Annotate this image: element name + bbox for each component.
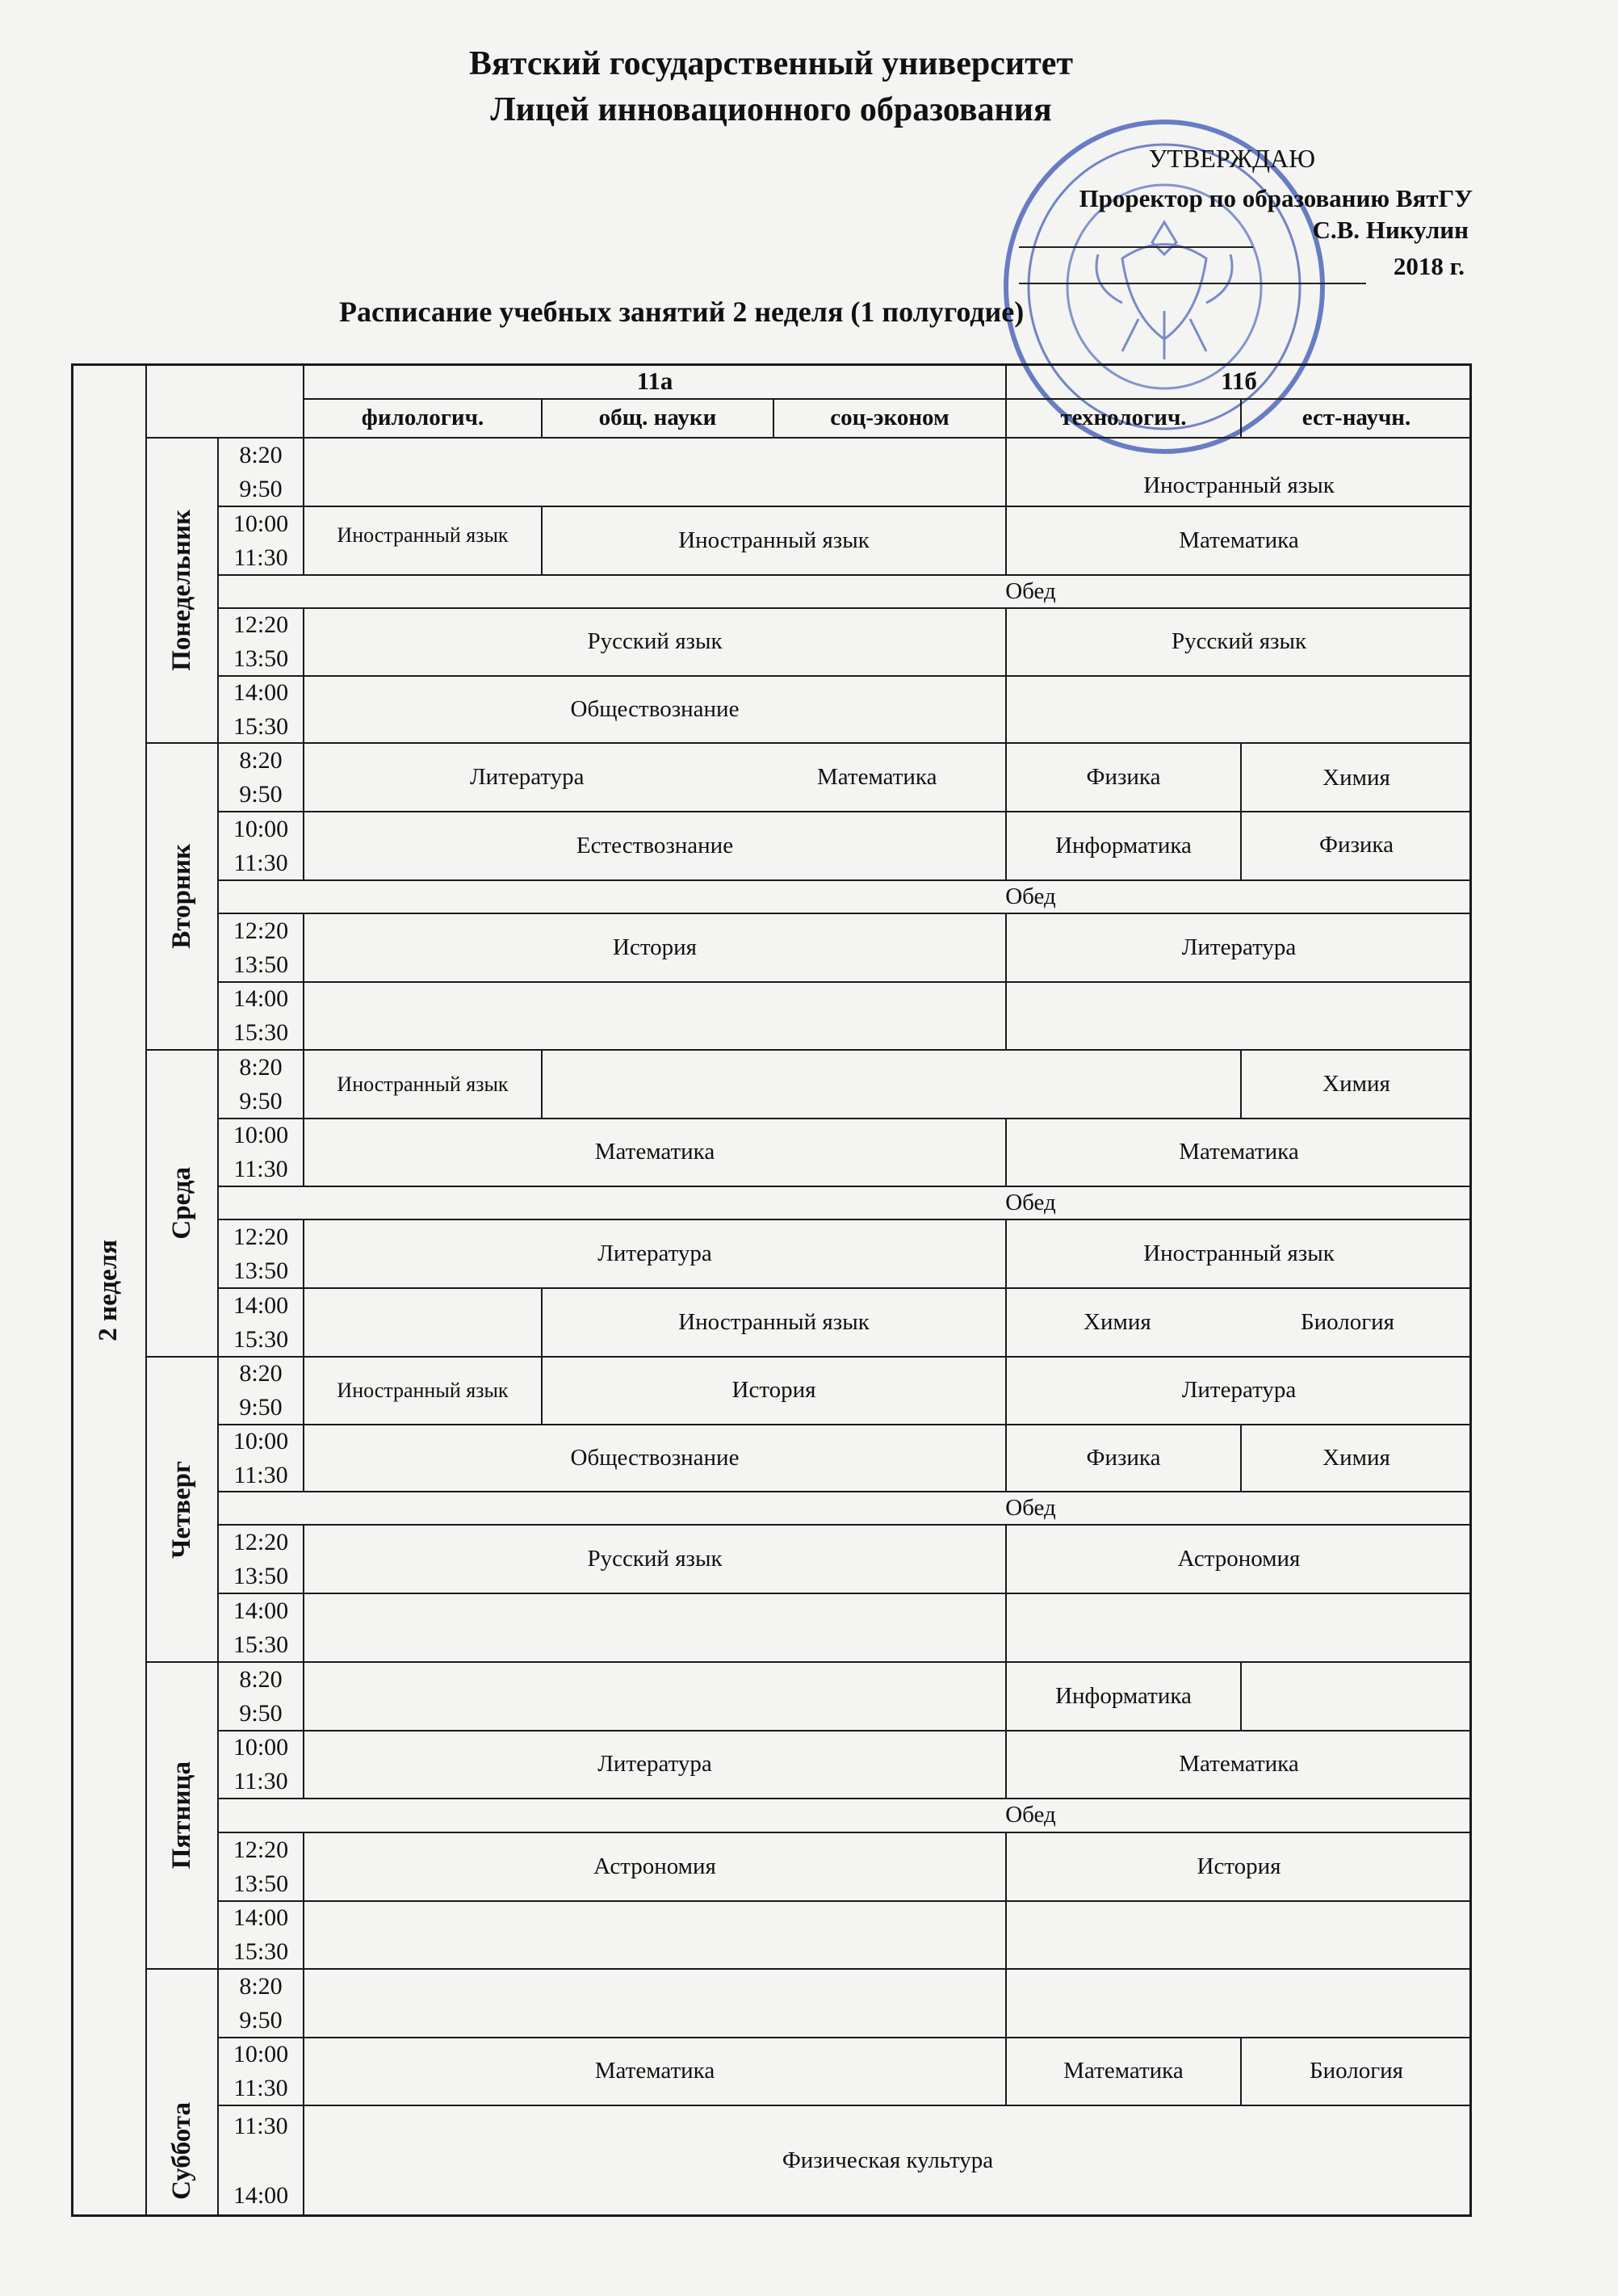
lesson: Химия <box>1241 743 1472 812</box>
time-slot: 10:00 11:30 <box>218 506 304 575</box>
week-label-cell <box>71 363 146 2217</box>
day-monday: Понедельник <box>146 438 218 743</box>
day-saturday: Суббота <box>146 1969 218 2217</box>
header-corner <box>146 363 304 438</box>
lesson: Математика <box>1006 2038 1241 2105</box>
week-label: 2 неделя <box>93 1239 123 1341</box>
lesson: Иностранный язык <box>1006 1219 1472 1288</box>
profile-socio-economic: соц-эконом <box>773 399 1006 438</box>
lesson: Физика <box>1006 1425 1241 1492</box>
lesson: Литература <box>304 1731 1006 1799</box>
schedule-title: Расписание учебных занятий 2 неделя (1 полугодие) <box>339 296 1025 328</box>
lesson: Математика <box>304 1119 1006 1186</box>
lesson: Химия <box>1084 1308 1151 1335</box>
time-slot: 10:00 11:30 <box>218 1731 304 1799</box>
lesson-pair <box>1006 1288 1472 1357</box>
lesson-empty <box>304 982 1006 1050</box>
lesson: Информатика <box>1006 1662 1241 1731</box>
lesson: Иностранный язык <box>542 1288 1006 1357</box>
lesson-empty <box>304 1901 1006 1969</box>
approver-position: Проректор по образованию ВятГУ <box>1079 184 1473 212</box>
approval-year: 2018 г. <box>1393 252 1465 280</box>
day-tuesday: Вторник <box>146 743 218 1050</box>
lesson-pe: Физическая культура <box>304 2105 1472 2217</box>
lesson: История <box>542 1357 1006 1425</box>
time-slot: 8:20 9:50 <box>218 1357 304 1425</box>
time-slot: 12:20 13:50 <box>218 913 304 982</box>
day-thursday: Четверг <box>146 1357 218 1662</box>
lesson-empty <box>1006 676 1472 743</box>
lunch-break: Обед <box>218 880 1472 913</box>
lesson: Литература <box>304 1219 1006 1288</box>
time-slot: 14:00 15:30 <box>218 1288 304 1357</box>
profile-natural-science: ест-научн. <box>1241 399 1472 438</box>
profile-social-sciences: общ. науки <box>542 399 773 438</box>
lesson-pair <box>304 743 1006 812</box>
time-slot: 14:00 15:30 <box>218 1593 304 1662</box>
time-slot: 12:20 13:50 <box>218 1219 304 1288</box>
lesson: Математика <box>1006 1731 1472 1799</box>
time-slot: 8:20 9:50 <box>218 1050 304 1119</box>
profile-philology: филологич. <box>304 399 542 438</box>
lesson: Химия <box>1241 1425 1472 1492</box>
lesson: Физика <box>1241 812 1472 880</box>
lesson: Литература <box>470 763 585 790</box>
time-slot: 8:20 9:50 <box>218 1969 304 2038</box>
lesson: Физика <box>1006 743 1241 812</box>
approver-name: С.В. Никулин <box>1312 216 1469 244</box>
lesson-empty <box>304 438 1006 506</box>
lesson: Обществознание <box>304 1425 1006 1492</box>
lesson: Математика <box>304 2038 1006 2105</box>
lyceum-title: Лицей инновационного образования <box>490 91 1052 128</box>
lesson: История <box>1006 1832 1472 1901</box>
lesson: Естествознание <box>304 812 1006 880</box>
lesson: Иностранный язык <box>304 1050 542 1119</box>
time-slot: 12:20 13:50 <box>218 1832 304 1901</box>
lesson: Биология <box>1301 1308 1395 1335</box>
lesson-empty <box>304 1969 1006 2038</box>
lunch-break: Обед <box>218 1799 1472 1832</box>
time-slot: 10:00 11:30 <box>218 1425 304 1492</box>
time-slot: 8:20 9:50 <box>218 438 304 506</box>
time-slot: 8:20 9:50 <box>218 743 304 812</box>
approve-label: УТВЕРЖДАЮ <box>1148 144 1315 173</box>
lesson: Химия <box>1241 1050 1472 1119</box>
lesson: Информатика <box>1006 812 1241 880</box>
class-11b-header: 11б <box>1006 363 1472 399</box>
lesson: Русский язык <box>304 608 1006 676</box>
lesson-empty <box>304 1288 542 1357</box>
university-title: Вятский государственный университет <box>468 45 1073 82</box>
lesson: Иностранный язык <box>304 1357 542 1425</box>
lesson-empty <box>1241 1662 1472 1731</box>
lunch-break: Обед <box>218 1492 1472 1525</box>
lesson: Иностранный язык <box>1006 438 1472 506</box>
lesson: Литература <box>1006 913 1472 982</box>
lesson-empty <box>304 1593 1006 1662</box>
lesson: Математика <box>1006 506 1472 575</box>
time-slot: 14:00 15:30 <box>218 676 304 743</box>
time-slot: 12:20 13:50 <box>218 1525 304 1593</box>
lesson: Русский язык <box>304 1525 1006 1593</box>
class-11a-header: 11а <box>304 363 1006 399</box>
lesson-empty <box>304 1662 1006 1731</box>
lesson-empty <box>542 1050 1241 1119</box>
lesson: Иностранный язык <box>542 506 1006 575</box>
lunch-break: Обед <box>218 1186 1472 1219</box>
time-slot: 10:00 11:30 <box>218 2038 304 2105</box>
signature-line <box>1019 246 1253 248</box>
lesson: История <box>304 913 1006 982</box>
lesson-empty <box>1006 1593 1472 1662</box>
lesson: Русский язык <box>1006 608 1472 676</box>
time-slot: 14:00 15:30 <box>218 1901 304 1969</box>
lesson: Иностранный язык <box>304 506 542 575</box>
date-line <box>1019 283 1366 284</box>
lesson-empty <box>1006 982 1472 1050</box>
time-slot: 10:00 11:30 <box>218 1119 304 1186</box>
lesson-empty <box>1006 1969 1472 2038</box>
day-wednesday: Среда <box>146 1050 218 1357</box>
time-slot: 8:20 9:50 <box>218 1662 304 1731</box>
time-slot: 11:30 14:00 <box>218 2105 304 2217</box>
profile-technological: технологич. <box>1006 399 1241 438</box>
time-slot: 12:20 13:50 <box>218 608 304 676</box>
lunch-break: Обед <box>218 575 1472 608</box>
lesson: Обществознание <box>304 676 1006 743</box>
time-slot: 10:00 11:30 <box>218 812 304 880</box>
lesson: Астрономия <box>1006 1525 1472 1593</box>
lesson: Математика <box>1006 1119 1472 1186</box>
lesson: Астрономия <box>304 1832 1006 1901</box>
lesson: Биология <box>1241 2038 1472 2105</box>
time-slot: 14:00 15:30 <box>218 982 304 1050</box>
day-friday: Пятница <box>146 1662 218 1969</box>
lesson: Математика <box>817 763 937 790</box>
lesson-empty <box>1006 1901 1472 1969</box>
lesson: Литература <box>1006 1357 1472 1425</box>
